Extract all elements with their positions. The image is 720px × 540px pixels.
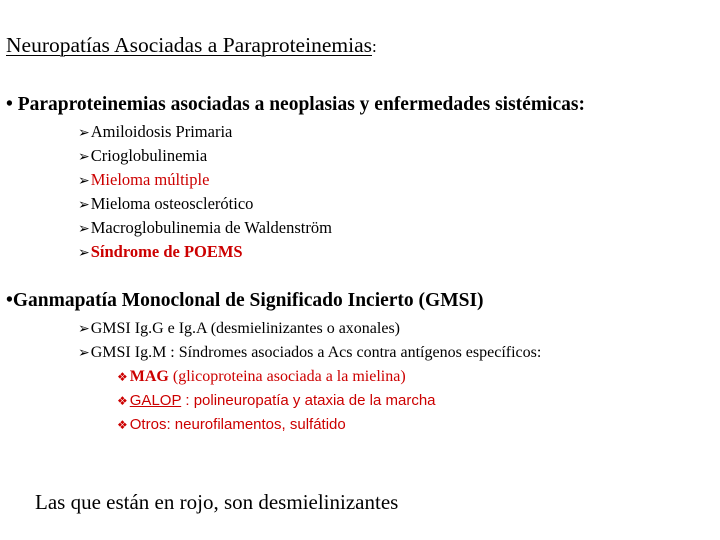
round-bullet-icon: •: [6, 94, 13, 115]
list-item-text: Macroglobulinemia de Waldenström: [90, 218, 332, 237]
list-item: [78, 218, 332, 242]
list-item-text: Mieloma osteosclerótico: [90, 194, 254, 213]
section2-sublist: [117, 367, 436, 439]
list-item-text: Crioglobulinemia: [90, 146, 208, 165]
arrow-bullet-icon: ➢: [78, 245, 90, 261]
list-item: [78, 343, 541, 367]
list-item-text: GMSI Ig.M : Síndromes asociados a Acs contra antígenos específicos:: [90, 344, 542, 361]
diamond-bullet-icon: ❖: [117, 418, 128, 432]
footnote: Las que están en rojo, son desmielinizantes: [35, 490, 399, 514]
arrow-bullet-icon: ➢: [78, 345, 90, 361]
arrow-bullet-icon: ➢: [78, 321, 90, 337]
list-item-text: Mieloma múltiple: [90, 170, 210, 189]
list-item-text: Síndrome de POEMS: [90, 242, 243, 261]
list-item-text: : polineuropatía y ataxia de la marcha: [181, 392, 436, 409]
section1-heading: [6, 94, 585, 116]
list-item: [78, 194, 332, 218]
section1-heading-text: Paraproteinemias asociadas a neoplasias y enfermedades sistémicas:: [17, 94, 585, 115]
list-item: [78, 319, 541, 343]
slide-title: [6, 33, 377, 58]
section2-heading-text: Ganmapatía Monoclonal de Significado Incierto (GMSI): [12, 290, 484, 311]
title-text: Neuropatías Asociadas a Paraproteinemias: [6, 33, 372, 57]
list-item-text: GMSI Ig.G e Ig.A (desmielinizantes o axonales): [90, 320, 400, 337]
arrow-bullet-icon: ➢: [78, 197, 90, 213]
list-item: [78, 170, 332, 194]
diamond-bullet-icon: ❖: [117, 394, 128, 408]
list-item-text: (glicoproteina asociada a la mielina): [168, 368, 406, 385]
list-item: [78, 242, 332, 266]
list-item: [78, 146, 332, 170]
list-item-text: Amiloidosis Primaria: [90, 122, 233, 141]
arrow-bullet-icon: ➢: [78, 149, 90, 165]
list-item-label: Otros: [129, 416, 167, 433]
section2-heading: [6, 290, 484, 312]
section2-list: [78, 319, 541, 367]
list-item: [117, 391, 436, 415]
list-item-label: GALOP: [129, 392, 182, 409]
list-item: [117, 367, 436, 391]
arrow-bullet-icon: ➢: [78, 173, 90, 189]
list-item: [117, 415, 436, 439]
list-item-label: MAG: [129, 368, 169, 385]
round-bullet-icon: •: [6, 290, 13, 311]
list-item: [78, 122, 332, 146]
list-item-text: : neurofilamentos, sulfátido: [166, 416, 346, 433]
title-colon: :: [371, 37, 377, 56]
section1-list: [78, 122, 332, 266]
diamond-bullet-icon: ❖: [117, 370, 128, 384]
arrow-bullet-icon: ➢: [78, 221, 90, 237]
arrow-bullet-icon: ➢: [78, 125, 90, 141]
